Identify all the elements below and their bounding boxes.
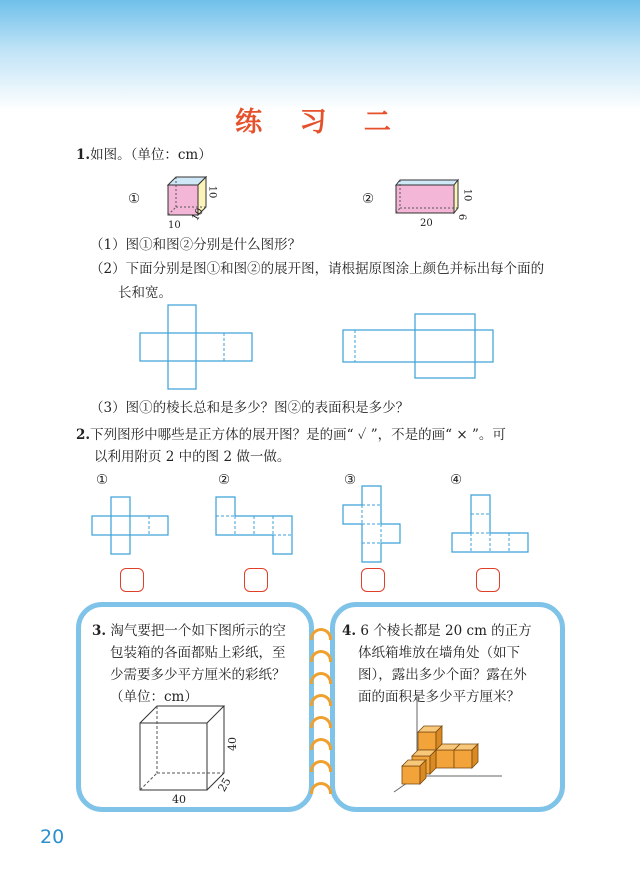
q3-line-4: （单位：cm） bbox=[110, 689, 198, 705]
q4-line-3: 图），露出多少个面？露在外 bbox=[358, 667, 527, 683]
q1-sub2-line2: 长和宽。 bbox=[118, 285, 172, 301]
q2-net-2 bbox=[216, 497, 292, 554]
q3-dim-width: 25 bbox=[215, 775, 234, 795]
answer-box-1[interactable] bbox=[120, 568, 144, 592]
q1-sub2-line1: （2）下面分别是图①和图②的展开图，请根据原图涂上颜色并标出每个面的 bbox=[90, 261, 545, 277]
fig2-dim-height: 10 bbox=[461, 188, 473, 202]
fig1-dim-b: 10 bbox=[206, 185, 218, 199]
q3-line-2: 包装箱的各面都贴上彩纸，至 bbox=[110, 645, 286, 661]
binder-ring bbox=[310, 694, 332, 706]
q1-stem: 1.如图。（单位：cm） bbox=[76, 147, 212, 163]
binder-ring bbox=[310, 738, 332, 750]
binder-ring bbox=[310, 760, 332, 772]
binder-ring bbox=[310, 650, 332, 662]
q2-net-3 bbox=[343, 486, 400, 562]
binder-ring bbox=[310, 782, 332, 794]
q2-label-4: ④ bbox=[450, 472, 463, 488]
fig1-label: ① bbox=[128, 191, 141, 207]
q2-line1: 2.下列图形中哪些是正方体的展开图？是的画“ ✓ ”，不是的画“ × ”。可 bbox=[76, 427, 506, 443]
binder-ring bbox=[310, 628, 332, 640]
q3-dim-height: 40 bbox=[226, 737, 239, 751]
fig2-dim-length: 20 bbox=[420, 218, 433, 229]
answer-box-2[interactable] bbox=[244, 568, 268, 592]
q4-line-1: 4. 6 个棱长都是 20 cm 的正方 bbox=[342, 623, 532, 639]
q3-line-1: 3. 淘气要把一个如下图所示的空 bbox=[92, 623, 286, 639]
q3-line-3: 少需要多少平方厘米的彩纸？ bbox=[110, 667, 286, 683]
q2-line2: 以利用附页 2 中的图 2 做一做。 bbox=[94, 449, 291, 465]
binder-ring bbox=[310, 716, 332, 728]
cube-net-1 bbox=[140, 305, 252, 389]
q2-net-4 bbox=[452, 495, 528, 552]
q1-sub1: （1）图①和图②分别是什么图形？ bbox=[90, 237, 302, 253]
page-number: 20 bbox=[40, 826, 65, 848]
q2-label-2: ② bbox=[218, 472, 231, 488]
q4-stacked-boxes bbox=[392, 694, 512, 794]
q2-label-3: ③ bbox=[344, 472, 357, 488]
fig1-dim-c: 10 bbox=[189, 206, 206, 224]
q4-line-2: 体纸箱堆放在墙角处（如下 bbox=[358, 645, 520, 661]
fig1-dim-a: 10 bbox=[168, 220, 181, 231]
q1-sub3: （3）图①的棱长总和是多少？图②的表面积是多少？ bbox=[90, 400, 410, 416]
binder-ring bbox=[310, 672, 332, 684]
q3-dim-length: 40 bbox=[172, 793, 186, 806]
header-band bbox=[0, 0, 640, 110]
q2-net-1 bbox=[92, 497, 168, 554]
fig2-dim-width: 6 bbox=[456, 213, 468, 221]
page-title: 练 习 二 bbox=[235, 107, 405, 138]
answer-box-4[interactable] bbox=[476, 568, 500, 592]
fig2-label: ② bbox=[362, 191, 375, 207]
q2-label-1: ① bbox=[96, 472, 109, 488]
answer-box-3[interactable] bbox=[361, 568, 385, 592]
cuboid-net-2 bbox=[343, 314, 493, 378]
q4-line-4: 面的面积是多少平方厘米？ bbox=[358, 689, 520, 705]
